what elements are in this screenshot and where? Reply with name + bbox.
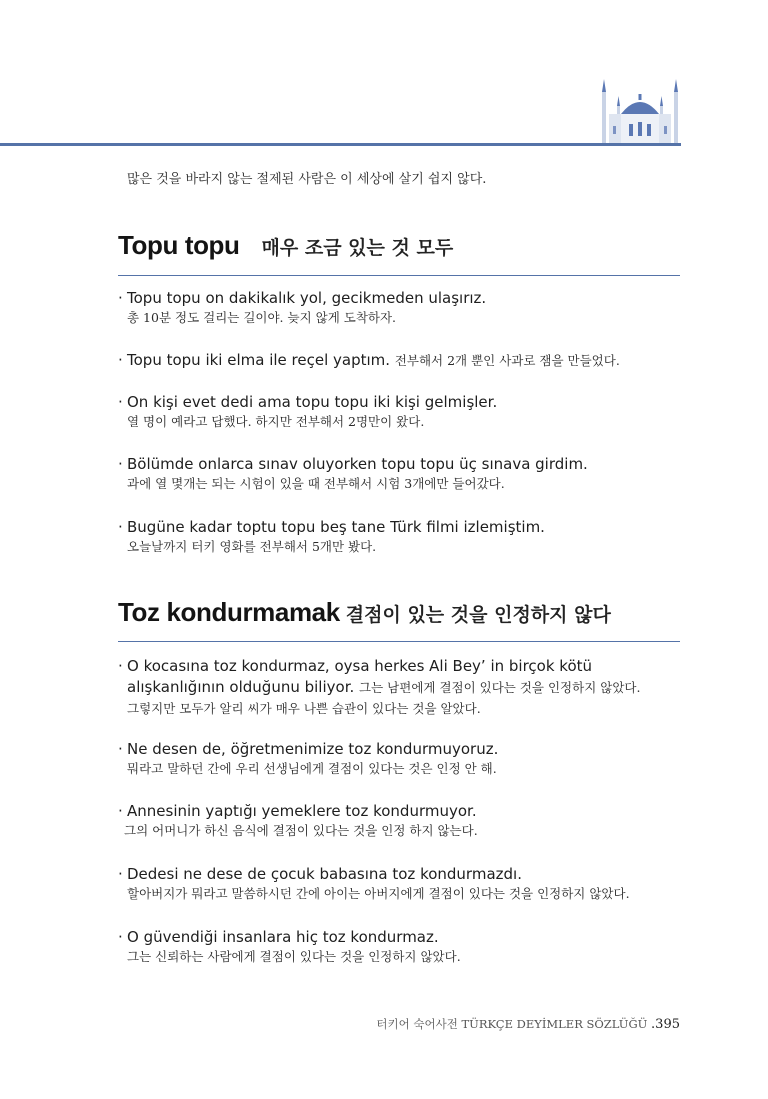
entry-meaning: 결점이 있는 것을 인정하지 않다 bbox=[345, 604, 611, 626]
example-korean: 총 10분 정도 걸리는 길이야. 늦지 않게 도착하자. bbox=[127, 310, 397, 325]
example-item: · Topu topu iki elma ile reçel yaptım. 전부해서 2개 뿐인 사과로 잼을 만들었다. bbox=[118, 351, 620, 369]
example-korean: 뭐라고 말하던 간에 우리 선생님에게 결점이 있다는 것은 인정 안 해. bbox=[127, 761, 497, 776]
example-turkish: Topu topu on dakikalık yol, gecikmeden ulaşırız. bbox=[127, 289, 487, 307]
entry-heading-toz-kondurmamak bbox=[118, 597, 680, 642]
example-turkish: Dedesi ne dese de çocuk babasına toz kondurmazdı. bbox=[127, 865, 522, 883]
example-item: · Ne desen de, öğretmenimize toz kondurmuyoruz. 뭐라고 말하던 간에 우리 선생님에게 결점이 있다는 것은 인정 안 해. bbox=[118, 739, 688, 779]
example-turkish: Topu topu iki elma ile reçel yaptım. bbox=[127, 351, 391, 369]
example-korean: 열 명이 예라고 답했다. 하지만 전부해서 2명만이 왔다. bbox=[127, 414, 425, 429]
header-rule bbox=[0, 143, 680, 146]
example-item: · Dedesi ne dese de çocuk babasına toz kondurmazdı. 할아버지가 뭐라고 말씀하시던 간에 아이는 아버지에게 결점이 있다는 것을 인정하지 않았다. bbox=[118, 864, 688, 904]
example-korean: 과에 열 몇개는 되는 시험이 있을 때 전부해서 시험 3개에만 들어갔다. bbox=[127, 476, 505, 491]
example-item: · Bölümde onlarca sınav oluyorken topu topu üç sınava girdim. 과에 열 몇개는 되는 시험이 있을 때 전부해서 시험 3개에만 들어갔다. bbox=[118, 454, 688, 494]
example-korean: 그렇지만 모두가 알리 씨가 매우 나쁜 습관이 있다는 것을 알았다. bbox=[127, 701, 481, 716]
example-item: · Annesinin yaptığı yemeklere toz kondurmuyor. 그의 어머니가 하신 음식에 결점이 있다는 것을 인정 하지 않는다. bbox=[118, 801, 688, 841]
example-turkish: alışkanlığının olduğunu biliyor. bbox=[127, 678, 355, 696]
example-item: · Bugüne kadar toptu topu beş tane Türk filmi izlemiştim. 오늘날까지 터키 영화를 전부해서 5개만 봤다. bbox=[118, 517, 688, 557]
example-turkish: Bölümde onlarca sınav oluyorken topu topu üç sınava girdim. bbox=[127, 455, 588, 473]
example-korean: 그의 어머니가 하신 음식에 결점이 있다는 것을 인정 하지 않는다. bbox=[124, 823, 478, 838]
example-turkish: O güvendiği insanlara hiç toz kondurmaz. bbox=[127, 928, 439, 946]
entry-heading-topu-topu bbox=[118, 230, 680, 276]
page-number: .395 bbox=[651, 1017, 680, 1032]
entry-term: Topu topu bbox=[118, 230, 240, 260]
example-turkish: Bugüne kadar toptu topu beş tane Türk filmi izlemiştim. bbox=[127, 518, 545, 536]
example-korean: 오늘날까지 터키 영화를 전부해서 5개만 봤다. bbox=[127, 539, 377, 554]
example-turkish: On kişi evet dedi ama topu topu iki kişi gelmişler. bbox=[127, 393, 498, 411]
mosque-icon bbox=[599, 76, 681, 146]
example-korean: 그는 남편에게 결점이 있다는 것을 인정하지 않았다. bbox=[359, 680, 641, 695]
entry-meaning: 매우 조금 있는 것 모두 bbox=[261, 237, 454, 259]
example-turkish: O kocasına toz kondurmaz, oysa herkes Ali Bey’ in birçok kötü bbox=[127, 657, 593, 675]
example-korean: 그는 신뢰하는 사람에게 결점이 있다는 것을 인정하지 않았다. bbox=[127, 949, 461, 964]
example-korean: 전부해서 2개 뿐인 사과로 잼을 만들었다. bbox=[394, 353, 620, 368]
example-item: · On kişi evet dedi ama topu topu iki kişi gelmişler. 열 명이 예라고 답했다. 하지만 전부해서 2명만이 왔다. bbox=[118, 392, 688, 432]
example-item: · Topu topu on dakikalık yol, gecikmeden ulaşırız. 총 10분 정도 걸리는 길이야. 늦지 않게 도착하자. bbox=[118, 288, 688, 328]
example-turkish: Annesinin yaptığı yemeklere toz kondurmuyor. bbox=[127, 802, 477, 820]
page-footer bbox=[376, 1016, 680, 1032]
example-turkish: Ne desen de, öğretmenimize toz kondurmuyoruz. bbox=[127, 740, 499, 758]
entry-term: Toz kondurmamak bbox=[118, 597, 340, 627]
example-korean: 할아버지가 뭐라고 말씀하시던 간에 아이는 아버지에게 결점이 있다는 것을 인정하지 않았다. bbox=[127, 886, 630, 901]
footer-title: 터키어 숙어사전 TÜRKÇE DEYİMLER SÖZLÜĞÜ bbox=[376, 1017, 648, 1031]
intro-sentence: 많은 것을 바라지 않는 절제된 사람은 이 세상에 살기 쉽지 않다. bbox=[127, 172, 487, 187]
example-item: · O güvendiği insanlara hiç toz kondurmaz. 그는 신뢰하는 사람에게 결점이 있다는 것을 인정하지 않았다. bbox=[118, 927, 688, 967]
example-item: · O kocasına toz kondurmaz, oysa herkes Ali Bey’ in birçok kötü alışkanlığının olduğunu biliyor. 그는 남편에게 결점이 있다는 것을 인정하지 않았다. 그렇지만 모두가 알리 씨가 매우 나쁜 습관이 있다는 것을 알았다. bbox=[118, 656, 688, 719]
